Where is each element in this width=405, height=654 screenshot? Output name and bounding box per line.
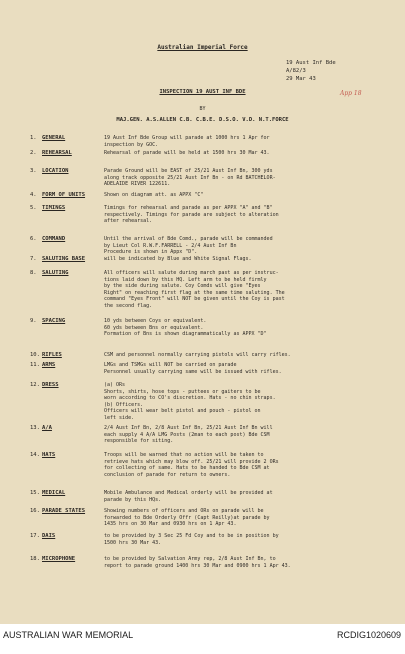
order-body [104,533,396,546]
order-number: 2. [30,150,37,156]
order-number: 12. [30,382,40,388]
order-heading: A/A [42,425,52,431]
order-line: 10 yds between Coys or equivalent. [104,318,207,324]
order-line: worn according to CO's discretion. Hats - no chin straps. [104,395,276,401]
order-number: 11. [30,362,40,368]
order-line: for collecting of same. Hats to be handed to Bde CSM at [104,465,270,471]
order-heading: MICROPHONE [42,556,76,562]
order-number: 8. [30,270,37,276]
order-line: Parade Ground will be EAST of 25/21 Aust Inf Bn, 300 yds [104,168,273,174]
order-line: forwarded to Bde Orderly Offr (Capt Reilly)at parade by [104,514,270,521]
order-line: by Lieut Col R.W.F.FARRELL - 2/4 Aust Inf Bn [104,242,237,249]
order-number: 14. [30,452,40,458]
order-line: 60 yds between Bns or equivalent. [104,324,204,331]
order-line: (a) ORs [104,382,126,388]
order-number: 16. [30,508,40,514]
ref-date: 29 Mar 43 [286,76,316,82]
order-heading: COMMAND [42,236,66,242]
order-line: the second flag. [104,302,153,309]
order-line: Until the arrival of Bde Comd., parade will be commanded [104,236,273,242]
order-body [104,452,396,478]
order-line: by the side during salute. Coy Comds will give "Eyes [104,283,261,289]
order-line: to be provided by 3 Sec 25 Fd Coy and to be in position by [104,533,279,539]
order-body [104,270,396,309]
order-heading: PARADE STATES [42,508,86,514]
order-heading: FORM OF UNITS [42,192,86,198]
order-line: respectively. Timings for parade are subject to alteration [104,211,279,218]
order-heading: TIMINGS [42,205,66,211]
order-line: along track opposite 25/21 Aust Inf Bn - on Rd BATCHELOR- [104,174,276,181]
order-number: 1. [30,135,37,141]
by-label: BY [199,106,206,112]
order-number: 5. [30,205,37,211]
ref-unit: 19 Aust Inf Bde [286,60,336,66]
order-line: to be provided by Salvation Army rep, 2/8 Aust Inf Bn, to [104,556,276,562]
order-line: Personnel usually carrying same will be issued with rifles. [104,368,282,375]
order-number: 7. [30,256,37,262]
order-line: CSM and personnel normally carrying pistols will carry rifles. [104,352,291,358]
order-line: will be indicated by Blue and White Signal Flags. [104,256,252,262]
order-body [104,382,396,421]
order-number: 13. [30,425,40,431]
order-line: Timings for rehearsal and parade as per APPX "A" and "B" [104,205,273,211]
order-body [104,318,396,338]
order-line: each supply 4 A/A LMG Posts (2man to each post) Bde CSM [104,431,270,438]
order-number: 15. [30,490,40,496]
order-line: Shorts, shirts, hose tops - puttees or gaiters to be [104,388,261,395]
order-line: 19 Aust Inf Bde Group will parade at 1000 hrs 1 Apr for [104,135,270,141]
order-heading: SALUTING [42,270,69,276]
order-line: report to parade ground 1400 hrs 30 Mar and 0900 hrs 1 Apr 43. [104,562,291,569]
order-line: after rehearsal. [104,218,153,224]
order-line: Shown on diagram att. as APPX "C" [104,192,204,198]
ref-file: A/82/3 [286,68,306,74]
order-line: Rehearsal of parade will be held at 1500 hrs 30 Mar 43. [104,150,270,156]
order-line: Troops will be warned that no action will be taken to [104,452,264,458]
order-line: Showing numbers of officers and ORs on parade will be [104,508,264,514]
footer-source: AUSTRALIAN WAR MEMORIAL [3,630,134,640]
order-heading: LOCATION [42,168,69,174]
order-line: Officers will wear belt pistol and pouch - pistol on [104,408,261,414]
order-number: 17. [30,533,40,539]
order-line: (b) Officers. [104,401,144,408]
inspector-name: MAJ.GEN. A.S.ALLEN C.B. C.B.E. D.S.O. V.D. N.T.FORCE [116,117,289,123]
order-body [104,205,396,225]
handwritten-note: App 18 [340,90,362,97]
order-line: inspection by GOC. [104,141,159,148]
order-line: All officers will salute during march past as per instruc- [104,270,279,276]
order-line: Mobile Ambulance and Medical orderly will be provided at [104,490,273,496]
footer-id: RCDIG1020609 [336,630,401,640]
order-line: Procedure is shown in Appx "D". [104,249,198,255]
order-body [104,256,396,263]
order-body [104,236,396,256]
order-line: Formation of Bns is shown diagrammatically as APPX "D" [104,331,267,337]
order-heading: REHEARSAL [42,150,72,156]
order-heading: GENERAL [42,135,66,141]
order-line: 1500 hrs 30 Mar 43. [104,539,162,546]
order-line: parade by this HQs. [104,496,162,503]
order-line: left side. [104,414,135,421]
order-heading: SALUTING BASE [42,256,86,262]
order-line: retrieve hats which may blow off. 25/21 will provide 2 ORs [104,458,279,465]
order-line: ADELAIDE RIVER 122611. [104,181,171,187]
order-line: 2/4 Aust Inf Bn, 2/8 Aust Inf Bn, 25/21 Aust Inf Bn will [104,425,273,431]
order-body [104,362,396,375]
order-number: 18. [30,556,40,562]
order-line: 1435 hrs on 30 Mar and 0930 hrs on 1 Apr 43. [104,521,237,527]
order-line: tions laid down by this HQ. Left arm to be held firmly [104,276,267,283]
order-body [104,135,396,148]
order-heading: MEDICAL [42,490,66,496]
order-number: 4. [30,192,37,198]
order-body [104,556,396,569]
order-body [104,168,396,188]
order-number: 3. [30,168,37,174]
order-heading: DAIS [42,533,56,539]
order-line: LMGs and TSMGs will NOT be carried on parade [104,362,237,368]
order-body [104,352,396,359]
order-line: Right" on reaching first flag at the same time saluting. The [104,289,285,296]
order-number: 10. [30,352,40,358]
order-number: 6. [30,236,37,242]
order-body [104,150,396,157]
order-heading: HATS [42,452,56,458]
order-body [104,508,396,528]
order-heading: ARMS [42,362,56,368]
order-line: command "Eyes Front" will NOT be given until the Coy is past [104,296,285,302]
order-body [104,425,396,445]
order-heading: RIFLES [42,352,62,358]
order-heading: DRESS [42,382,59,388]
order-line: responsible for siting. [104,438,174,444]
order-number: 9. [30,318,37,324]
order-body [104,192,396,199]
order-line: conclusion of parade for return to owners. [104,471,231,478]
order-body [104,490,396,503]
order-heading: SPACING [42,318,66,324]
inspection-heading: INSPECTION 19 AUST INF BDE [159,89,246,95]
document-title: Australian Imperial Force [157,44,248,51]
